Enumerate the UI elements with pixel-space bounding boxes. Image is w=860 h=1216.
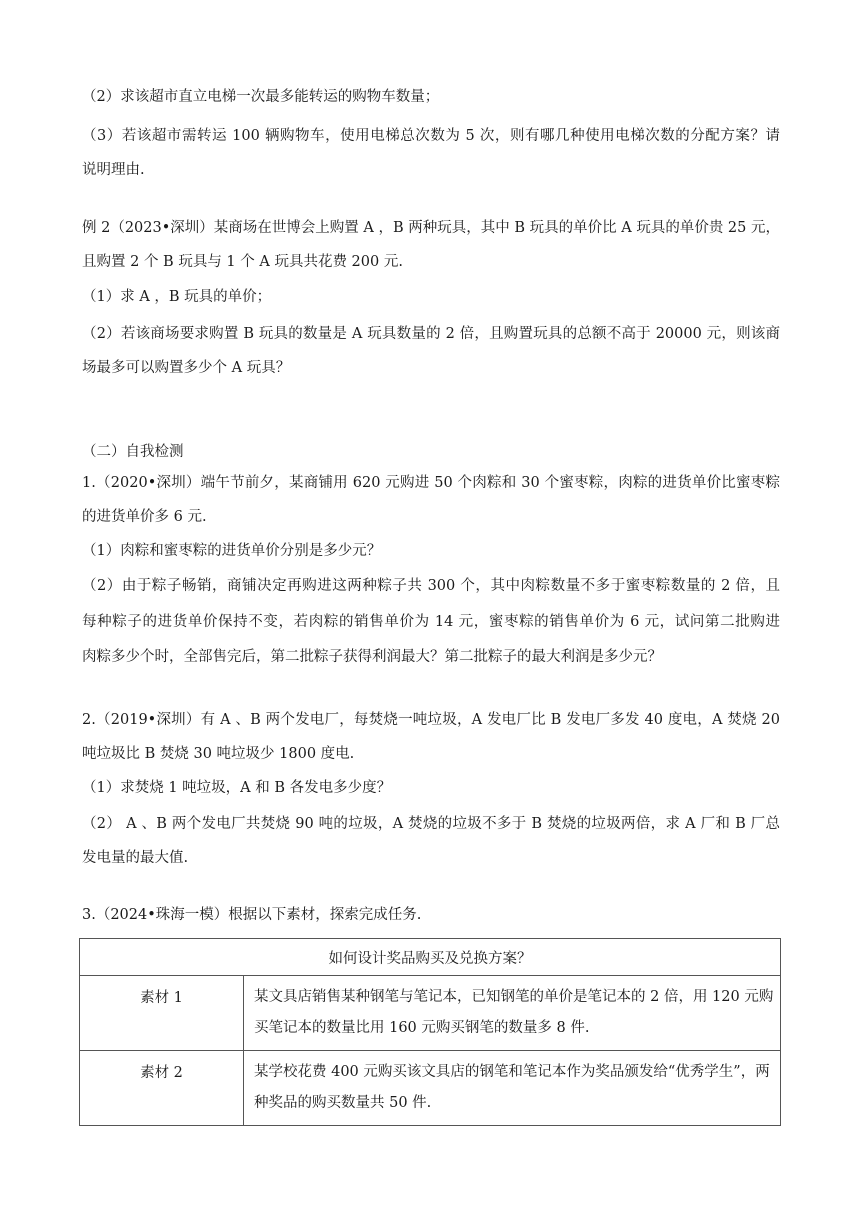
table-row <box>80 1051 781 1126</box>
example2-question-2: （2）若该商场要求购置 B 玩具的数量是 A 玩具数量的 2 倍，且购置玩具的总额不高于 20000 元，则该商 <box>82 326 780 342</box>
table-title: 如何设计奖品购买及兑换方案？ <box>80 939 781 976</box>
problem2-question-2-cont: 发电量的最大值. <box>82 850 189 866</box>
material-content <box>244 976 781 1051</box>
example2-question-2-cont: 场最多可以购置多少个 A 玩具？ <box>82 360 291 376</box>
section-heading-self-check: （二）自我检测 <box>82 444 184 460</box>
example2-question-1: （1）求 A ，B 玩具的单价； <box>82 289 272 305</box>
problem1-question-2-cont1: 每种粽子的进货单价保持不变，若肉粽的销售单价为 14 元，蜜枣粽的销售单价为 6 元，试问第二批购进 <box>82 614 780 630</box>
problem2-question-1: （1）求焚烧 1 吨垃圾，A 和 B 各发电多少度？ <box>82 780 392 796</box>
material-label: 素材 2 <box>80 1051 244 1126</box>
example1-question-3: （3）若该超市需转运 100 辆购物车，使用电梯总次数为 5 次，则有哪几种使用电梯次数的分配方案？请 <box>82 128 780 144</box>
problem3-stem: 3.（2024•珠海一模）根据以下素材，探索完成任务. <box>82 907 422 923</box>
problem1-question-1: （1）肉粽和蜜枣粽的进货单价分别是多少元？ <box>82 543 382 559</box>
example2-stem-cont: 且购置 2 个 B 玩具与 1 个 A 玩具共花费 200 元. <box>82 254 403 270</box>
problem2-stem: 2.（2019•深圳）有 A 、B 两个发电厂，每焚烧一吨垃圾，A 发电厂比 B 发电厂多发 40 度电，A 焚烧 20 <box>82 712 780 728</box>
material-content-line: 种奖品的购买数量共 50 件. <box>254 1095 432 1111</box>
problem1-question-2: （2）由于粽子畅销，商铺决定再购进这两种粽子共 300 个，其中肉粽数量不多于蜜枣粽数量的 2 倍，且 <box>82 578 780 594</box>
material-label: 素材 1 <box>80 976 244 1051</box>
material-content-line: 买笔记本的数量比用 160 元购买钢笔的数量多 8 件. <box>254 1020 590 1036</box>
problem1-stem: 1.（2020•深圳）端午节前夕，某商铺用 620 元购进 50 个肉粽和 30 个蜜枣粽，肉粽的进货单价比蜜枣粽 <box>82 475 780 491</box>
table-title-row <box>80 939 781 976</box>
problem1-question-2-cont2: 肉粽多少个时，全部售完后，第二批粽子获得利润最大？第二批粽子的最大利润是多少元？ <box>82 649 662 665</box>
example1-question-3-cont: 说明理由. <box>82 162 145 178</box>
material-content-line: 某学校花费 400 元购买该文具店的钢笔和笔记本作为奖品颁发给“优秀学生”，两 <box>254 1064 770 1080</box>
example1-question-2: （2）求该超市直立电梯一次最多能转运的购物车数量； <box>82 89 440 105</box>
material-content <box>244 1051 781 1126</box>
problem2-question-2: （2） A 、B 两个发电厂共焚烧 90 吨的垃圾，A 焚烧的垃圾不多于 B 焚烧的垃圾两倍，求 A 厂和 B 厂总 <box>82 816 780 832</box>
problem2-stem-cont: 吨垃圾比 B 焚烧 30 吨垃圾少 1800 度电. <box>82 746 355 762</box>
example2-stem: 例 2（2023•深圳）某商场在世博会上购置 A ，B 两种玩具，其中 B 玩具的单价比 A 玩具的单价贵 25 元， <box>82 220 780 236</box>
table-row <box>80 976 781 1051</box>
material-content-line: 某文具店销售某种钢笔与笔记本，已知钢笔的单价是笔记本的 2 倍，用 120 元购 <box>254 989 774 1005</box>
materials-table <box>79 938 781 1126</box>
problem1-stem-cont: 的进货单价多 6 元. <box>82 509 207 525</box>
